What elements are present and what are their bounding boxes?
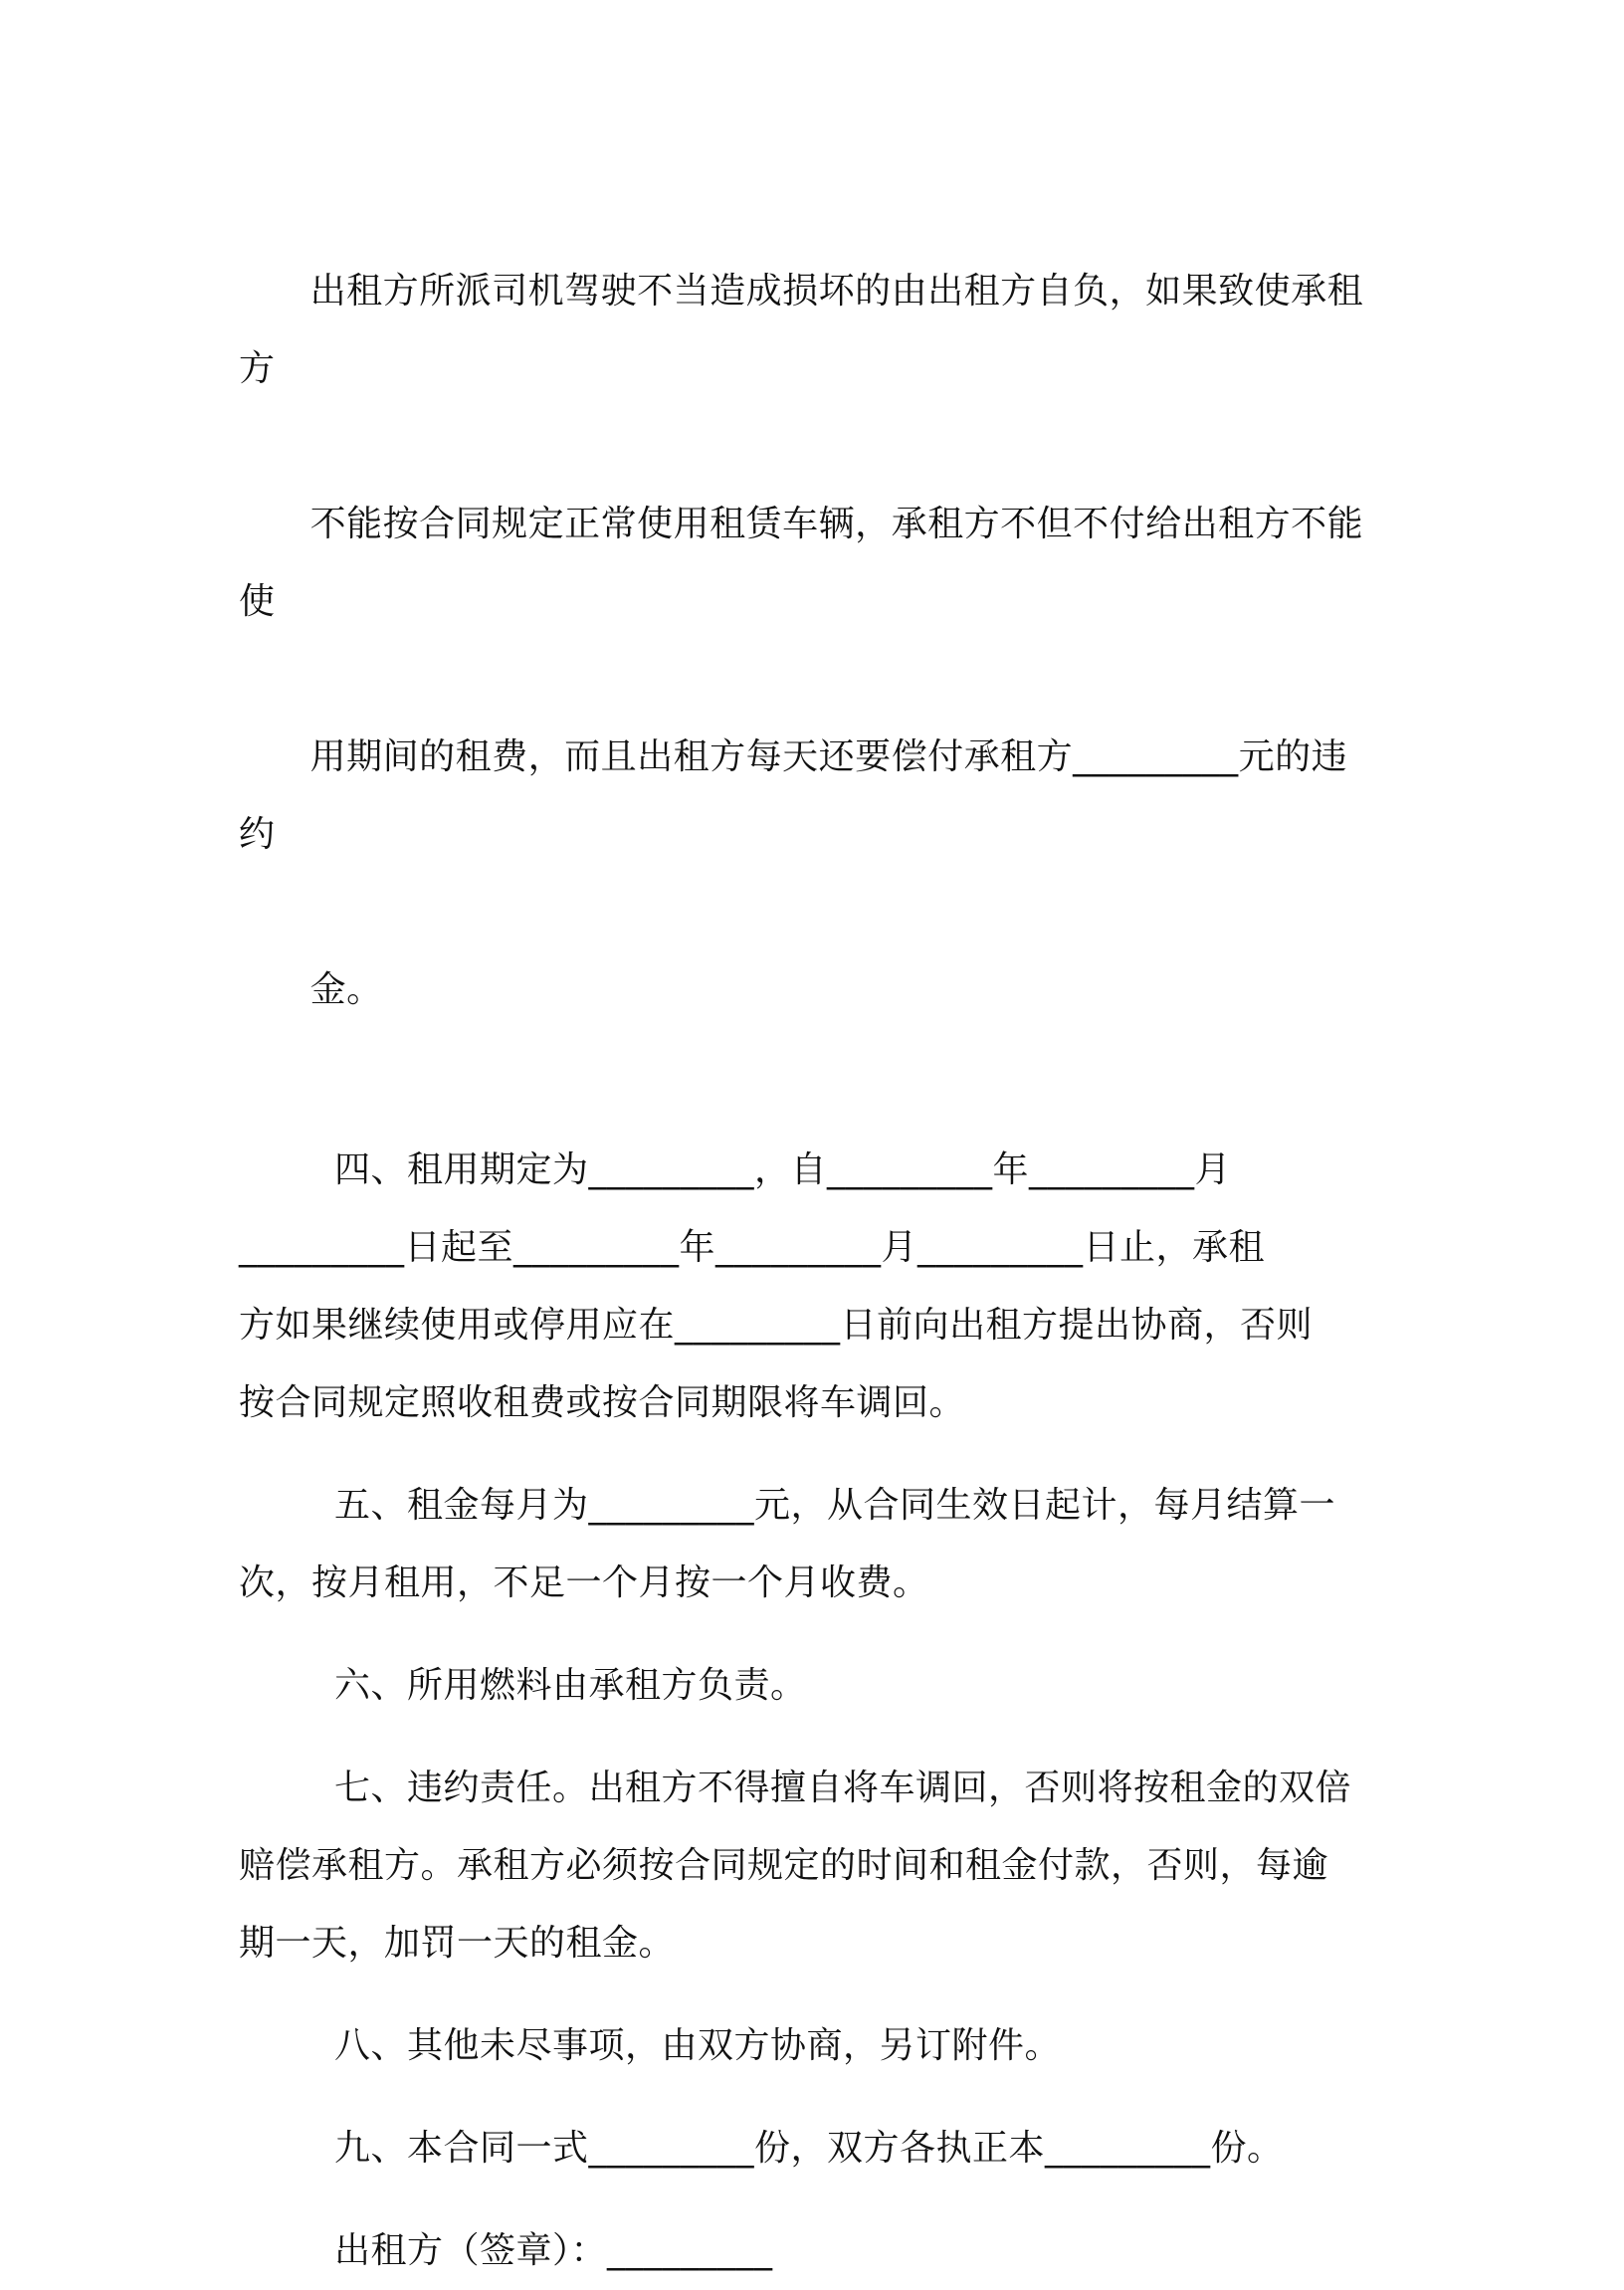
text-line: 出租方所派司机驾驶不当造成损坏的由出租方自负，如果致使承租方 — [239, 271, 1364, 389]
text-line: 出租方（签章）：_________ — [334, 2230, 773, 2271]
clause-7 — [239, 1750, 1373, 1982]
text-line: 赔偿承租方。承租方必须按合同规定的时间和租金付款，否则，每逾 — [239, 1845, 1329, 1886]
text-line: 六、所用燃料由承租方负责。 — [334, 1665, 807, 1706]
text-line: 八、其他未尽事项，由双方协商，另订附件。 — [334, 2025, 1062, 2066]
text-line: 五、租金每月为_________元，从合同生效日起计，每月结算一 — [334, 1485, 1336, 1526]
text-line: 九、本合同一式_________份，双方各执正本_________份。 — [334, 2128, 1284, 2169]
text-line: 用期间的租费，而且出租方每天还要偿付承租方_________元的违约 — [239, 736, 1348, 855]
text-line: 四、租用期定为_________，自_________年_________月 — [334, 1149, 1232, 1190]
text-line: 金。 — [309, 969, 383, 1010]
clause-5 — [239, 1467, 1373, 1622]
text-line: 不能按合同规定正常使用租赁车辆，承租方不但不付给出租方不能使 — [239, 504, 1364, 622]
lessor-signature-line — [239, 2212, 1373, 2290]
text-line: 期一天，加罚一天的租金。 — [239, 1923, 676, 1964]
clause-6 — [239, 1647, 1373, 1725]
clause-3-continuation — [239, 175, 1373, 1107]
text-line: 方如果继续使用或停用应在_________日前向出租方提出协商，否则 — [239, 1305, 1314, 1346]
document-body — [239, 175, 1373, 2290]
text-line: 按合同规定照收租费或按合同期限将车调回。 — [239, 1382, 966, 1423]
text-line: _________日起至_________年_________月_________日止，承租 — [239, 1227, 1266, 1268]
clause-8 — [239, 2007, 1373, 2085]
text-line: 七、违约责任。出租方不得擅自将车调回，否则将按租金的双倍 — [334, 1768, 1352, 1808]
clause-4 — [239, 1132, 1373, 1442]
text-line: 次，按月租用，不足一个月按一个月收费。 — [239, 1562, 929, 1603]
clause-9 — [239, 2110, 1373, 2187]
